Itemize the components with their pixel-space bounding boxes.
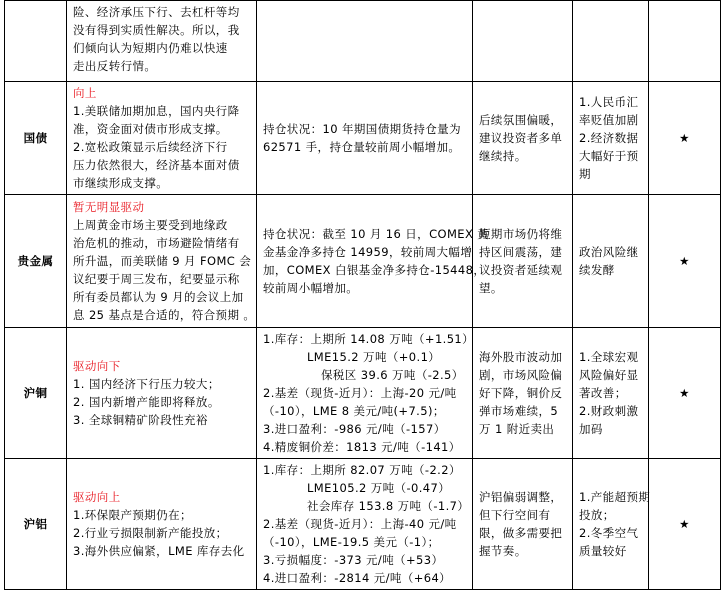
driver-line: 压力依然很大，经济基本面对债	[73, 158, 240, 172]
star-rating-icon: ★	[649, 195, 721, 328]
strategy-line: 海外股市波动加	[479, 350, 563, 364]
driver-line: 准，资金面对债市形成支撑。	[73, 122, 228, 136]
position-line: 4.精废铜价差：1813 元/吨（-141）	[263, 440, 461, 454]
strategy-line: 建议投资者多单	[479, 131, 563, 145]
driver-line: 治危机的推动，市场避险情绪有	[73, 236, 240, 250]
driver-line: 走出反转行情。	[73, 59, 157, 73]
risk-line: 1.人民币汇	[579, 95, 639, 109]
risk-cell	[573, 1, 649, 82]
asset-name-cell: 沪铝	[5, 459, 67, 590]
direction-label: 向上	[73, 86, 97, 100]
strategy-cell	[473, 82, 573, 195]
rating-cell	[649, 1, 721, 82]
table-row	[5, 1, 721, 82]
strategy-cell	[473, 195, 573, 328]
driver-line: 1.环保限产预期仍在；	[73, 508, 192, 522]
table-row	[5, 195, 721, 328]
driver-cell	[67, 1, 257, 82]
position-cell	[257, 195, 490, 328]
strategy-cell	[473, 459, 573, 590]
risk-line: 大幅好于预	[579, 149, 639, 163]
risk-line: 风险偏好显	[579, 368, 639, 382]
direction-label: 驱动向上	[73, 490, 121, 504]
position-line: 4.进口盈利：-2814 元/吨（+64）	[263, 571, 452, 585]
driver-line: 2.行业亏损限制新产能投放；	[73, 526, 228, 540]
strategy-cell	[473, 328, 573, 459]
position-line: 较前周小幅增加。	[263, 281, 359, 295]
driver-line: 没有得到实质性解决。所以，我	[73, 23, 240, 37]
position-line: 社会库存 153.8 万吨（-1.7）	[307, 499, 470, 513]
position-line: LME105.2 万吨（-0.47）	[307, 481, 451, 495]
driver-line: 3.海外供应偏紧，LME 库存去化	[73, 544, 245, 558]
driver-line: 们倾向认为短期内仍难以快速	[73, 41, 228, 55]
risk-cell	[573, 195, 649, 328]
position-line: 金基金净多持仓 14959，较前周大幅增	[263, 245, 473, 259]
position-cell	[257, 1, 473, 82]
risk-cell	[573, 82, 649, 195]
asset-name-cell: 国债	[5, 82, 67, 195]
strategy-line: 握节奏。	[479, 544, 527, 558]
strategy-line: 剧，市场风险偏	[479, 368, 563, 382]
risk-line: 著改善；	[579, 386, 627, 400]
table-row	[5, 82, 721, 195]
risk-line: 期	[579, 167, 591, 181]
driver-cell	[67, 195, 257, 328]
star-rating-icon: ★	[649, 82, 721, 195]
position-line: 持仓状况：10 年期国债期货持仓量为	[263, 122, 461, 136]
driver-line: 1. 国内经济下行压力较大；	[73, 377, 220, 391]
risk-line: 1.全球宏观	[579, 350, 639, 364]
table-row	[5, 328, 721, 459]
driver-cell	[67, 328, 257, 459]
risk-line: 加码	[579, 422, 603, 436]
direction-label: 暂无明显驱动	[73, 200, 145, 214]
strategy-line: 限，做多需要把	[479, 526, 563, 540]
table-row	[5, 459, 721, 590]
risk-line: 质量较好	[579, 544, 627, 558]
asset-name-cell: 沪铜	[5, 328, 67, 459]
risk-cell	[573, 459, 649, 590]
strategy-line: 万 1 附近卖出	[479, 422, 555, 436]
position-line: 2.基差（现货-近月）：上海-20 元/吨	[263, 386, 457, 400]
position-line: 保税区 39.6 万吨（-2.5）	[321, 368, 464, 382]
star-rating-icon: ★	[649, 328, 721, 459]
strategy-line: 议投资者延续观	[479, 263, 563, 277]
risk-line: 续发酵	[579, 263, 615, 277]
position-line: （-10），LME-19.5 美元（-1）；	[263, 535, 440, 549]
strategy-line: 望。	[479, 281, 503, 295]
strategy-cell	[473, 1, 573, 82]
position-cell	[257, 328, 473, 459]
driver-line: 议纪要于周三发布，纪要显示称	[73, 272, 240, 286]
strategy-line: 后续氛围偏暖，	[479, 113, 563, 127]
position-line: 1.库存：上期所 82.07 万吨（-2.2）	[263, 463, 461, 477]
direction-label: 驱动向下	[73, 359, 121, 373]
risk-line: 2.冬季空气	[579, 526, 639, 540]
position-line: 1.库存：上期所 14.08 万吨（+1.51）	[263, 332, 475, 346]
driver-cell	[67, 82, 257, 195]
driver-line: 市继续形成支撑。	[73, 176, 169, 190]
strategy-line: 弹市场难续，5	[479, 404, 559, 418]
risk-line: 2.经济数据	[579, 131, 639, 145]
asset-name-cell	[5, 1, 67, 82]
position-line: LME15.2 万吨（+0.1）	[307, 350, 441, 364]
strategy-line: 持区间震荡，建	[479, 245, 563, 259]
driver-line: 上周黄金市场主要受到地缘政	[73, 218, 228, 232]
position-line: 3.进口盈利：-986 元/吨（-157）	[263, 422, 446, 436]
strategy-line: 好下降，铜价反	[479, 386, 563, 400]
risk-line: 投放；	[579, 508, 615, 522]
strategy-line: 短期市场仍将维	[479, 227, 563, 241]
driver-line: 息 25 基点是合适的，符合预期 。	[73, 308, 256, 322]
position-line: 持仓状况：截至 10 月 16 日，COMEX 黄	[263, 227, 490, 241]
commodity-outlook-table	[4, 0, 721, 590]
position-line: 加，COMEX 白银基金净多持仓-15448，	[263, 263, 486, 277]
driver-line: 所有委员都认为 9 月的会议上加	[73, 290, 244, 304]
driver-line: 1.美联储加期加息，国内央行降	[73, 104, 240, 118]
risk-line: 2.财政刺激	[579, 404, 639, 418]
strategy-line: 继续持。	[479, 149, 527, 163]
strategy-line: 但下行空间有	[479, 508, 551, 522]
position-cell	[257, 459, 473, 590]
asset-name-cell: 贵金属	[5, 195, 67, 328]
position-line: 62571 手，持仓量较前周小幅增加。	[263, 140, 461, 154]
position-line: 3.亏损幅度：-373 元/吨（+53）	[263, 553, 444, 567]
driver-line: 险、经济承压下行、去杠杆等均	[73, 5, 240, 19]
risk-cell	[573, 328, 649, 459]
position-line: （-10），LME 8 美元/吨(+7.5)；	[263, 404, 445, 418]
driver-line: 2.宽松政策显示后续经济下行	[73, 140, 228, 154]
risk-line: 率贬值加剧	[579, 113, 639, 127]
risk-line: 政治风险继	[579, 245, 639, 259]
strategy-line: 沪铝偏弱调整，	[479, 490, 563, 504]
driver-line: 3. 全球铜精矿阶段性充裕	[73, 413, 208, 427]
position-line: 2.基差（现货-近月）：上海-40 元/吨	[263, 517, 457, 531]
driver-line: 所升温，而美联储 9 月 FOMC 会	[73, 254, 252, 268]
star-rating-icon: ★	[649, 459, 721, 590]
driver-line: 2. 国内新增产能即将释放。	[73, 395, 220, 409]
driver-cell	[67, 459, 257, 590]
position-cell	[257, 82, 473, 195]
risk-line: 1.产能超预期	[579, 490, 651, 504]
